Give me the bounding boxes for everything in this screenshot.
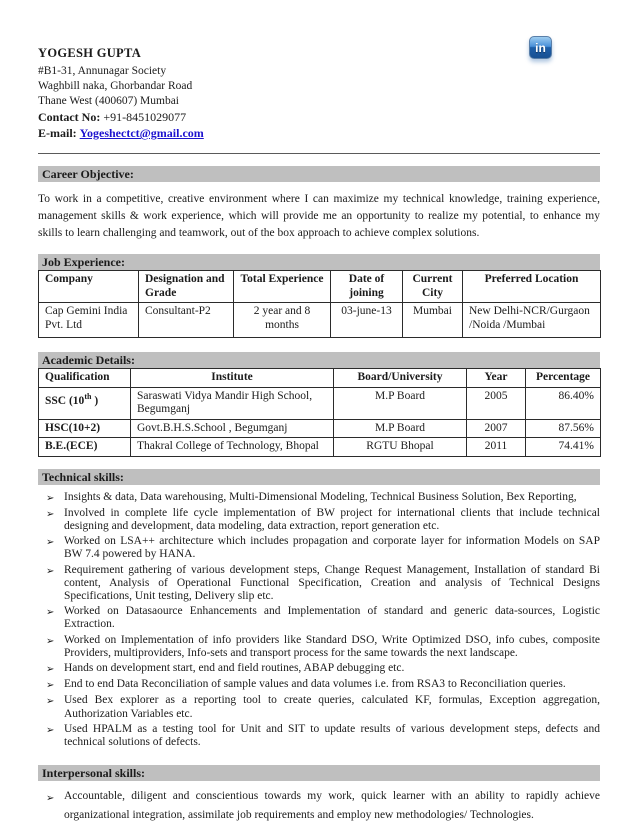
col-institute: Institute bbox=[131, 369, 334, 388]
job-experience-table bbox=[38, 270, 601, 338]
list-item bbox=[38, 787, 600, 825]
cell-current-city: Mumbai bbox=[403, 303, 463, 338]
col-year: Year bbox=[467, 369, 526, 388]
list-item bbox=[38, 605, 600, 631]
cell-preferred-location: New Delhi-NCR/Gurgaon /Noida /Mumbai bbox=[463, 303, 601, 338]
arrow-bullet-icon: ➢ bbox=[46, 607, 55, 619]
cell-year: 2007 bbox=[467, 419, 526, 438]
cell-designation: Consultant-P2 bbox=[139, 303, 234, 338]
arrow-bullet-icon: ➢ bbox=[46, 793, 55, 805]
col-date-of-joining: Date of joining bbox=[331, 271, 403, 303]
list-item bbox=[38, 634, 600, 660]
col-company: Company bbox=[39, 271, 139, 303]
cell-qualification: B.E.(ECE) bbox=[39, 438, 131, 457]
arrow-bullet-icon: ➢ bbox=[46, 492, 55, 504]
table-row bbox=[39, 419, 601, 438]
list-item bbox=[38, 491, 600, 505]
skill-text: Hands on development start, end and field routines, ABAP debugging etc. bbox=[64, 661, 405, 674]
cell-institute: Govt.B.H.S.School , Begumganj bbox=[131, 419, 334, 438]
superscript: th bbox=[84, 391, 92, 401]
skill-text: Insights & data, Data warehousing, Multi-Dimensional Modeling, Technical Business Solution, Bex Reporting, bbox=[64, 490, 577, 503]
cell-percentage: 86.40% bbox=[526, 387, 601, 419]
cell-board: M.P Board bbox=[334, 419, 467, 438]
email-row bbox=[38, 125, 600, 141]
col-percentage: Percentage bbox=[526, 369, 601, 388]
section-academic-details-header: Academic Details: bbox=[38, 352, 600, 368]
section-career-objective-header: Career Objective: bbox=[38, 166, 600, 182]
table-row bbox=[39, 303, 601, 338]
address-line: #B1-31, Annunagar Society bbox=[38, 65, 167, 77]
skill-text: Worked on LSA++ architecture which includes propagation and corporate layer for information Models on SAP BW 7.4 powered by HANA. bbox=[64, 535, 600, 561]
col-designation: Designation and Grade bbox=[139, 271, 234, 303]
job-table-header-row bbox=[39, 271, 601, 303]
arrow-bullet-icon: ➢ bbox=[46, 537, 55, 549]
cell-qualification: HSC(10+2) bbox=[39, 419, 131, 438]
cell-percentage: 74.41% bbox=[526, 438, 601, 457]
table-row bbox=[39, 387, 601, 419]
col-total-experience: Total Experience bbox=[234, 271, 331, 303]
interpersonal-skills-list bbox=[38, 787, 600, 825]
cell-year: 2011 bbox=[467, 438, 526, 457]
skill-text: Accountable, diligent and conscientious towards my work, quick learner with an ability to rapidly achieve organizational integration, assimilate job requirements and employ new methodologies/ Technologies. bbox=[64, 790, 600, 822]
section-job-experience-header: Job Experience: bbox=[38, 254, 600, 270]
table-row bbox=[39, 438, 601, 457]
cell-percentage: 87.56% bbox=[526, 419, 601, 438]
arrow-bullet-icon: ➢ bbox=[46, 565, 55, 577]
arrow-bullet-icon: ➢ bbox=[46, 508, 55, 520]
arrow-bullet-icon: ➢ bbox=[46, 680, 55, 692]
cell-institute: Thakral College of Technology, Bhopal bbox=[131, 438, 334, 457]
list-item bbox=[38, 564, 600, 604]
list-item bbox=[38, 723, 600, 749]
skill-text: Used Bex explorer as a reporting tool to create queries, calculated KF, formulas, Exception aggregation, Authorization Variables etc. bbox=[64, 694, 600, 720]
section-technical-skills-header: Technical skills: bbox=[38, 469, 600, 485]
section-interpersonal-skills-header: Interpersonal skills: bbox=[38, 765, 600, 781]
cell-date-of-joining: 03-june-13 bbox=[331, 303, 403, 338]
skill-text: Worked on Implementation of info providers like Standard DSO, Write Optimized DSO, info cubes, composite Providers, multiproviders, Info-sets and transport process for the same towards the next landscape. bbox=[64, 633, 600, 659]
address-line: Thane West (400607) Mumbai bbox=[38, 95, 179, 107]
list-item bbox=[38, 662, 600, 676]
arrow-bullet-icon: ➢ bbox=[46, 663, 55, 675]
cell-total-experience: 2 year and 8 months bbox=[234, 303, 331, 338]
skill-text: Worked on Datasaource Enhancements and Implementation of standard and generic data-sources, Logistic Extraction. bbox=[64, 605, 600, 631]
col-current-city: Current City bbox=[403, 271, 463, 303]
list-item bbox=[38, 507, 600, 533]
cell-board: M.P Board bbox=[334, 387, 467, 419]
linkedin-icon-glyph: in bbox=[535, 40, 546, 55]
career-objective-text: To work in a competitive, creative environment where I can maximize my technical knowledge, training experience, management skills & work experience, which will provide me an opportunity to realize my potential, to enhance my skills to learn challenging and teamwork, out of the box approach to achieve complex solutions. bbox=[38, 193, 600, 239]
email-link[interactable]: Yogeshectct@gmail.com bbox=[79, 126, 204, 140]
list-item bbox=[38, 535, 600, 561]
contact-row bbox=[38, 109, 600, 125]
skill-text: Used HPALM as a testing tool for Unit and SIT to update results of various development steps, defects and technical solutions of defects. bbox=[64, 722, 600, 748]
email-label: E-mail: bbox=[38, 126, 77, 140]
contact-number: +91-8451029077 bbox=[103, 110, 187, 124]
col-qualification: Qualification bbox=[39, 369, 131, 388]
address-line: Waghbill naka, Ghorbandar Road bbox=[38, 80, 193, 92]
list-item bbox=[38, 694, 600, 720]
header-block bbox=[38, 46, 600, 141]
arrow-bullet-icon: ➢ bbox=[46, 724, 55, 736]
skill-text: End to end Data Reconciliation of sample values and data volumes i.e. from RSA3 to Reconciliation queries. bbox=[64, 678, 566, 691]
arrow-bullet-icon: ➢ bbox=[46, 635, 55, 647]
linkedin-icon[interactable] bbox=[529, 36, 552, 59]
cell-company: Cap Gemini India Pvt. Ltd bbox=[39, 303, 139, 338]
candidate-name: YOGESH GUPTA bbox=[38, 46, 142, 60]
list-item bbox=[38, 678, 600, 692]
arrow-bullet-icon: ➢ bbox=[46, 696, 55, 708]
skill-text: Requirement gathering of various development steps, Change Request Management, Installation of standard Bi content, Analysis of Operational Functional Specification, Creation and analysis of Technical Designs Specifications, Unit testing, Delivery slip etc. bbox=[64, 563, 600, 602]
technical-skills-list bbox=[38, 491, 600, 750]
header-divider bbox=[38, 153, 600, 154]
cell-board: RGTU Bhopal bbox=[334, 438, 467, 457]
cell-qualification: SSC (10th ) bbox=[39, 387, 131, 419]
contact-label: Contact No: bbox=[38, 110, 101, 124]
skill-text: Involved in complete life cycle implementation of BW project for international clients that include technical designing and development, data modeling, data extraction, report generation etc. bbox=[64, 506, 600, 532]
cell-year: 2005 bbox=[467, 387, 526, 419]
academic-details-table bbox=[38, 368, 601, 457]
academic-table-header-row bbox=[39, 369, 601, 388]
cell-institute: Saraswati Vidya Mandir High School, Begumganj bbox=[131, 387, 334, 419]
col-board-university: Board/University bbox=[334, 369, 467, 388]
col-preferred-location: Preferred Location bbox=[463, 271, 601, 303]
